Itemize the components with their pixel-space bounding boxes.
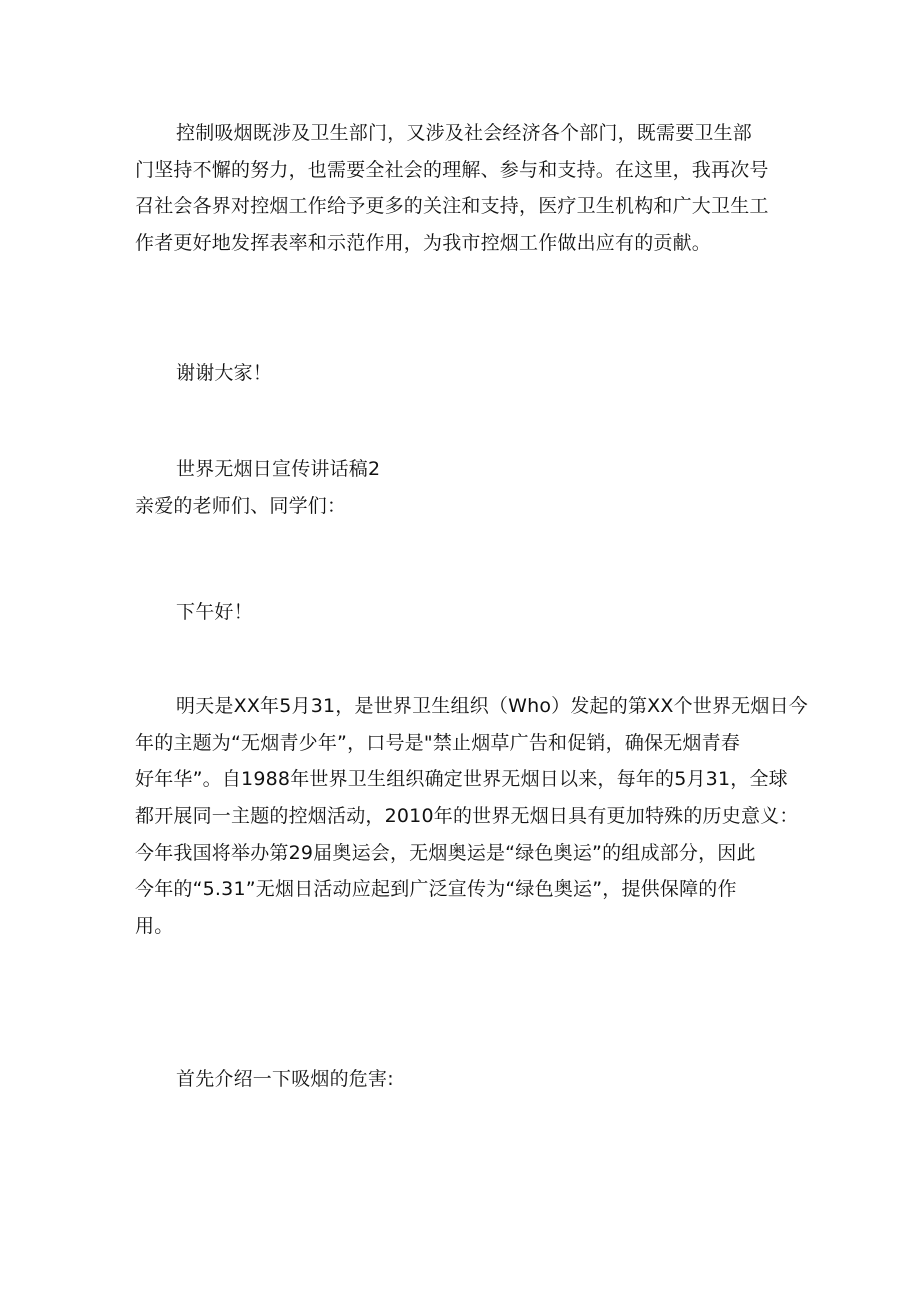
thanks-paragraph — [135, 355, 795, 392]
text-line: 控制吸烟既涉及卫生部门，又涉及社会经济各个部门，既需要卫生部 — [176, 122, 753, 144]
text-line: 今年的“5.31”无烟日活动应起到广泛宣传为“绿色奥运”，提供保障的作 — [135, 878, 737, 901]
hazards-intro-text: 首先介绍一下吸烟的危害: — [176, 1068, 394, 1090]
speech-title: 世界无烟日宣传讲话稿2 — [176, 458, 381, 480]
greeting-paragraph — [135, 594, 795, 631]
text-line: 明天是XX年5月31，是世界卫生组织（Who）发起的第XX个世界无烟日今 — [176, 695, 808, 717]
text-line: 今年我国将举办第29届奥运会，无烟奥运是“绿色奥运”的组成部分，因此 — [135, 841, 756, 864]
text-line: 用。 — [135, 915, 174, 938]
hazards-intro-paragraph — [135, 1061, 795, 1098]
text-line: 作者更好地发挥表率和示范作用，为我市控烟工作做出应有的贡献。 — [135, 232, 712, 255]
text-line: 门坚持不懈的努力，也需要全社会的理解、参与和支持。在这里，我再次号 — [135, 158, 769, 181]
paragraph-world-no-tobacco-day — [135, 688, 808, 945]
salutation: 亲爱的老师们、同学们： — [135, 494, 347, 517]
paragraph-tobacco-control — [135, 115, 795, 262]
text-line: 年的主题为“无烟青少年”，口号是"禁止烟草广告和促销，确保无烟青春 — [135, 731, 741, 754]
greeting-text: 下午好！ — [176, 601, 253, 623]
thanks-text: 谢谢大家！ — [176, 362, 273, 384]
text-line: 都开展同一主题的控烟活动，2010年的世界无烟日具有更加特殊的历史意义： — [135, 805, 799, 828]
text-line: 召社会各界对控烟工作给予更多的关注和支持，医疗卫生机构和广大卫生工 — [135, 195, 769, 218]
text-line: 好年华”。自1988年世界卫生组织确定世界无烟日以来，每年的5月31，全球 — [135, 768, 788, 791]
speech-title-block — [135, 451, 795, 524]
